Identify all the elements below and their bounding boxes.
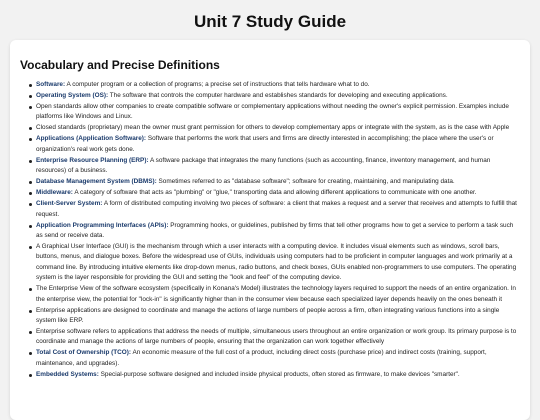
definition-term: Operating System (OS): <box>36 92 109 99</box>
definition-item <box>30 306 520 327</box>
definition-item <box>30 80 520 90</box>
definition-term: Middleware: <box>36 189 73 197</box>
definition-text: The Enterprise View of the software ecosystem (specifically in Konana's Model) illustrates the technology layers required to support the needs of an entire organization. In the enterprise view, the potential for "lock-in" is significantly higher than in the consumer view because each specialized layer depends heavily on the ones beneath it <box>36 285 516 303</box>
definition-text: The software that controls the computer hardware and establishes standards for developing and executing applications. <box>108 92 448 99</box>
definition-item <box>30 284 520 305</box>
definition-text: Programming hooks, or guidelines, published by firms that tell other programs how to get a service to perform a task such as send or receive data. <box>36 221 514 240</box>
definition-item <box>30 327 520 348</box>
definition-term: Client-Server System: <box>36 200 103 208</box>
definition-text: A form of distributed computing involving two pieces of software: a client that makes a request and a server that receives and attempts to fulfill that request. <box>36 200 517 218</box>
definition-text: Enterprise applications are designed to coordinate and manage the actions of large numbers of people across a firm, often integrating various functions into a single system like ERP. <box>36 306 500 325</box>
definition-text: Closed standards (proprietary) mean the owner must grant permission for others to develop complementary apps or integrate with the system, as is the case with Apple <box>36 124 510 132</box>
definition-item <box>30 102 520 123</box>
definition-term: Database Management System (DBMS): <box>36 178 157 186</box>
definition-text: Sometimes referred to as "database software"; software for creating, maintaining, and manipulating data. <box>156 178 455 186</box>
definition-text: Open standards allow other companies to create compatible software or complementary applications without needing the owner's explicit permission. Examples include platforms like Windows and Linux. <box>36 103 509 121</box>
definition-text: A computer program or a collection of programs; a precise set of instructions that tells hardware what to do. <box>65 81 370 88</box>
definition-text: A category of software that acts as "plumbing" or "glue," transporting data and allowing different applications to communicate with one another. <box>72 189 477 197</box>
definition-text: An economic measure of the full cost of a product, including direct costs (purchase price) and indirect costs (training, support, maintenance, and upgrades). <box>36 349 487 367</box>
definition-item <box>30 370 520 380</box>
definition-term: Embedded Systems: <box>36 370 99 378</box>
definition-item <box>30 221 520 242</box>
study-guide-card <box>10 40 530 420</box>
definition-item <box>30 177 520 187</box>
definition-term: Total Cost of Ownership (TCO): <box>36 349 132 357</box>
definition-text: Special-purpose software designed and included inside physical products, often stored as firmware, to make devices "smarter". <box>98 370 460 378</box>
definition-text: A software package that integrates the many functions (such as accounting, finance, inventory management, and human resources) of a business. <box>36 156 491 175</box>
section-heading: Vocabulary and Precise Definitions <box>20 58 220 72</box>
page-title: Unit 7 Study Guide <box>193 12 347 31</box>
definition-term: Software: <box>36 81 66 88</box>
definition-item <box>30 188 520 198</box>
definition-term: Enterprise Resource Planning (ERP): <box>36 156 149 164</box>
definition-text: Software that performs the work that users and firms are directly interested in accomplishing; the place where the user's or organization's real work gets done. <box>36 135 494 153</box>
definitions-list <box>20 80 520 380</box>
definition-text: A Graphical User Interface (GUI) is the mechanism through which a user interacts with a computing device. It includes visual elements such as windows, scroll bars, buttons, menus, and dialogue boxes. Before the widespread use of GUIs, individuals using computers had to be proficient in computer languages and work primarily at a command line. By introducing intuitive elements like drop-down menus, radio buttons, and check boxes, GUIs enabled non-programmers to use computers. The operating system is the layer responsible for providing the GUI and setting the "look and feel" of the computing device. <box>36 243 517 282</box>
definition-item <box>30 242 520 284</box>
definition-item <box>30 348 520 369</box>
definition-term: Applications (Application Software): <box>36 135 147 143</box>
definition-term: Application Programming Interfaces (APIs): <box>36 221 169 229</box>
definition-text: Enterprise software refers to applications that address the needs of multiple, simultaneous users throughout an entire organization or work group. Its primary purpose is to coordinate and manage the actions of large numbers of people, ensuring that the organization can work together effectively <box>36 328 517 346</box>
definition-item <box>30 123 520 133</box>
definition-item <box>30 91 520 101</box>
definition-item <box>30 199 520 220</box>
definition-item <box>30 156 520 177</box>
definition-item <box>30 134 520 155</box>
